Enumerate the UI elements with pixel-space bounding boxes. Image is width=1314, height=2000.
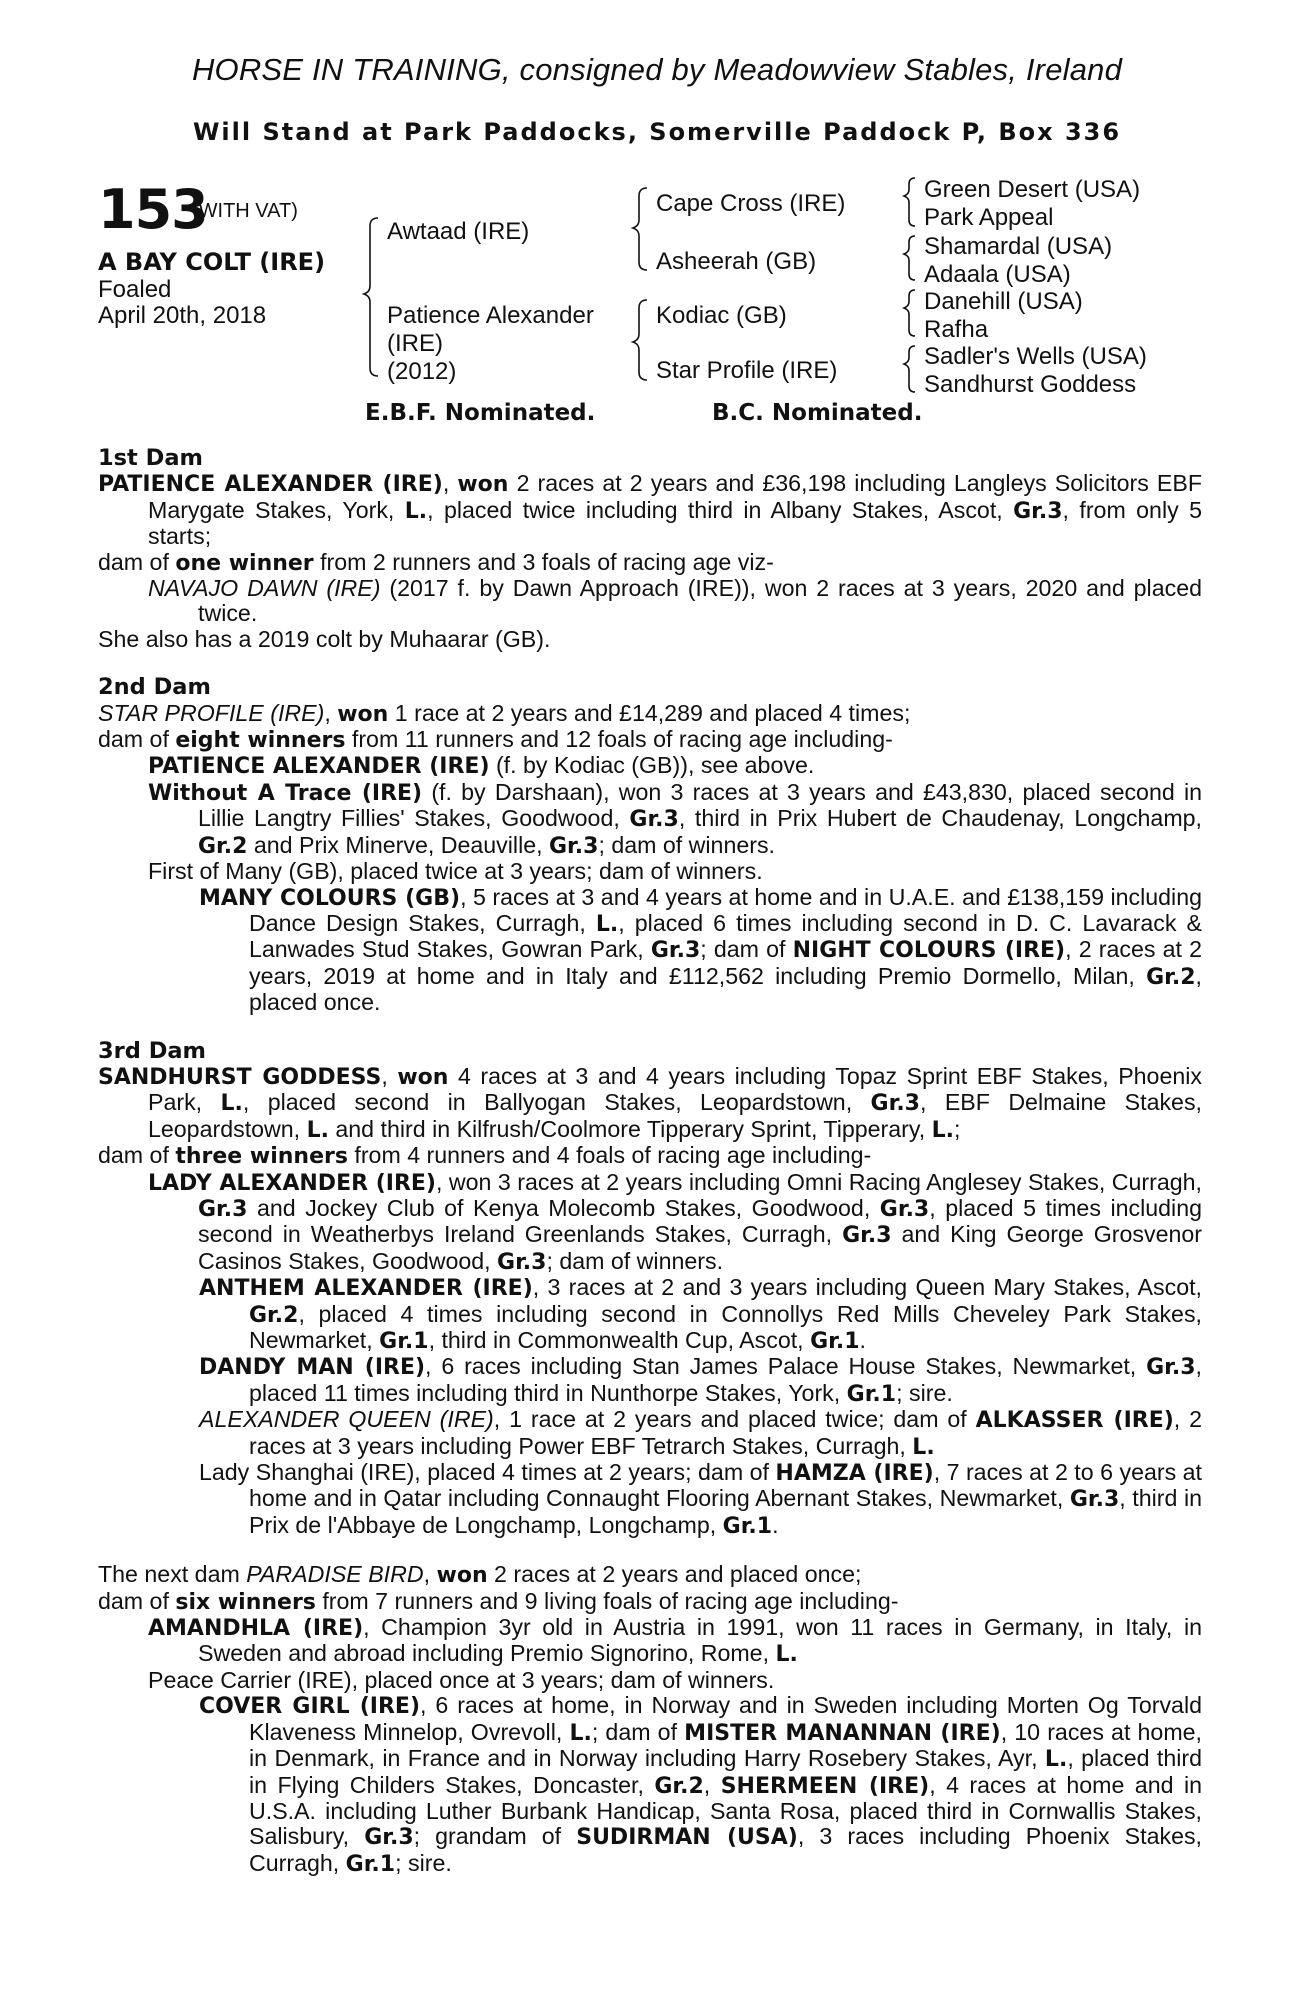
dam3-grandfoal-lady-shanghai: Lady Shanghai (IRE), placed 4 times at 2 years; dam of HAMZA (IRE), 7 races at 2 to 6 years at home and in Qatar including Connaught Flooring Abernant Stakes, Newmarket, Gr.3, third in Prix de l'Abbaye de Longchamp, Longchamp, Gr.1.: [199, 1459, 1202, 1539]
dam3-grandfoal-alexander-queen: ALEXANDER QUEEN (IRE), 1 race at 2 years and placed twice; dam of ALKASSER (IRE), 2 races at 3 years including Power EBF Tetrarch Stakes, Curragh, L.: [199, 1406, 1203, 1460]
gen3-ancestor: Sadler's Wells (USA): [924, 343, 1147, 370]
gen3-ancestor: Rafha: [924, 316, 989, 343]
next-dam-grandfoal-cover-girl: COVER GIRL (IRE), 6 races at home, in Norway and in Sweden including Morten Og Torvald Klaveness Minnelop, Ovrevoll, L.; dam of MISTER MANANNAN (IRE), 10 races at home, in Denmark, in France and in Norway including Harry Rosebery Stakes, Ayr, L., placed third in Flying Childers Stakes, Doncaster, Gr.2, SHERMEEN (IRE), 4 races at home and in U.S.A. including Luther Burbank Handicap, Santa Rosa, placed third in Cornwallis Stakes, Salisbury, Gr.3; grandam of SUDIRMAN (USA), 3 races including Phoenix Stakes, Curragh, Gr.1; sire.: [199, 1692, 1202, 1877]
gen3-ancestor: Park Appeal: [924, 204, 1054, 231]
dam1-foal-navajo-dawn: NAVAJO DAWN (IRE) (2017 f. by Dawn Approach (IRE)), won 2 races at 3 years, 2020 and placed twice.: [148, 575, 1202, 627]
dam2-record: STAR PROFILE (IRE), won 1 race at 2 years and £14,289 and placed 4 times;: [98, 699, 911, 727]
dam3-produce-summary: dam of three winners from 4 runners and 4 foals of racing age including-: [98, 1142, 872, 1170]
dam2-grandfoal-many-colours: MANY COLOURS (GB), 5 races at 3 and 4 years at home and in U.A.E. and £138,159 including Dance Design Stakes, Curragh, L., placed 6 times including second in D. C. Lavarack & Lanwades Stud Stakes, Gowran Park, Gr.3; dam of NIGHT COLOURS (IRE), 2 races at 2 years, 2019 at home and in Italy and £112,562 including Premio Dormello, Milan, Gr.2, placed once.: [199, 883, 1203, 1016]
bc-nominated: B.C. Nominated.: [712, 400, 923, 426]
vat-status: (WITH VAT): [192, 200, 298, 222]
sire-sire: Cape Cross (IRE): [656, 190, 846, 217]
dam1-record: PATIENCE ALEXANDER (IRE), won 2 races at 2 years and £36,198 including Langleys Solicitors EBF Marygate Stakes, York, L., placed twice including third in Albany Stakes, Ascot, Gr.3, from only 5 starts;: [98, 470, 1202, 550]
dam1-also-note: She also has a 2019 colt by Muhaarar (GB).: [98, 625, 551, 652]
foaled-date: April 20th, 2018: [98, 302, 267, 329]
gen3-bracket-4: [904, 346, 915, 392]
gen3-bracket-3: [904, 290, 915, 336]
section-heading-1st-dam: 1st Dam: [98, 445, 203, 471]
gen3-ancestor: Danehill (USA): [924, 288, 1083, 315]
sire-bracket: [633, 188, 647, 270]
dam-sire: Kodiac (GB): [656, 302, 787, 329]
next-dam-record: The next dam PARADISE BIRD, won 2 races at 2 years and placed once;: [98, 1561, 862, 1589]
foaled-label: Foaled: [98, 276, 172, 303]
dam3-grandfoal-dandy-man: DANDY MAN (IRE), 6 races including Stan James Palace House Stakes, Newmarket, Gr.3, placed 11 times including third in Nunthorpe Stakes, York, Gr.1; sire.: [199, 1353, 1202, 1407]
sire: Awtaad (IRE): [387, 218, 530, 245]
gen3-bracket-2: [904, 236, 915, 280]
dam2-foal-without-a-trace: Without A Trace (IRE) (f. by Darshaan), won 3 races at 3 years and £43,830, placed second in Lillie Langtry Fillies' Stakes, Goodwood, Gr.3, third in Prix Hubert de Chaudenay, Longchamp, Gr.2 and Prix Minerve, Deauville, Gr.3; dam of winners.: [148, 778, 1203, 859]
next-dam-produce-summary: dam of six winners from 7 runners and 9 living foals of racing age including-: [98, 1587, 899, 1615]
next-dam-foal-peace-carrier: Peace Carrier (IRE), placed once at 3 years; dam of winners.: [148, 1666, 775, 1693]
consignment-title: HORSE IN TRAINING, consigned by Meadowview Stables, Ireland: [191, 52, 1123, 87]
dam1-name: PATIENCE ALEXANDER (IRE): [98, 472, 443, 498]
section-heading-2nd-dam: 2nd Dam: [98, 674, 211, 701]
gen3-ancestor: Sandhurst Goddess: [924, 371, 1137, 398]
ebf-nominated: E.B.F. Nominated.: [365, 400, 596, 426]
stand-location: Will Stand at Park Paddocks, Somerville Paddock P, Box 336: [192, 118, 1122, 146]
dam3-foal-lady-alexander: LADY ALEXANDER (IRE), won 3 races at 2 years including Omni Racing Anglesey Stakes, Curragh, Gr.3 and Jockey Club of Kenya Molecomb Stakes, Goodwood, Gr.3, placed 5 times including second in Weatherbys Ireland Greenlands Stakes, Curragh, Gr.3 and King George Grosvenor Casinos Stakes, Goodwood, Gr.3; dam of winners.: [148, 1168, 1202, 1275]
dam3-grandfoal-anthem-alexander: ANTHEM ALEXANDER (IRE), 3 races at 2 and 3 years including Queen Mary Stakes, Ascot, Gr.2, placed 4 times including second in Connollys Red Mills Cheveley Park Stakes, Newmarket, Gr.1, third in Commonwealth Cup, Ascot, Gr.1.: [199, 1274, 1202, 1354]
dam-dam: Star Profile (IRE): [656, 357, 838, 384]
next-dam-foal-amandhla: AMANDHLA (IRE), Champion 3yr old in Austria in 1991, won 11 races in Germany, in Italy, in Sweden and abroad including Premio Signorino, Rome, L.: [148, 1614, 1203, 1668]
sire-dam-bracket: [364, 218, 378, 376]
sire-dam: Asheerah (GB): [656, 248, 817, 275]
dam2-foal-patience-alexander: PATIENCE ALEXANDER (IRE) (f. by Kodiac (GB)), see above.: [148, 752, 815, 780]
gen3-ancestor: Adaala (USA): [924, 261, 1071, 288]
lot-number: 153: [98, 178, 208, 241]
dam1-produce-summary: dam of one winner from 2 runners and 3 foals of racing age viz-: [98, 548, 774, 576]
dam2-produce-summary: dam of eight winners from 11 runners and 12 foals of racing age including-: [98, 726, 893, 754]
dam-country: (IRE): [387, 330, 443, 357]
dam-bracket: [633, 300, 647, 380]
gen3-ancestor: Shamardal (USA): [924, 233, 1113, 260]
dam-year: (2012): [387, 358, 457, 385]
section-gap: [98, 1539, 1202, 1562]
dam2-foal-first-of-many: First of Many (GB), placed twice at 3 years; dam of winners.: [148, 858, 763, 885]
horse-description: A BAY COLT (IRE): [98, 248, 326, 276]
dam3-record: SANDHURST GODDESS, won 4 races at 3 and 4 years including Topaz Sprint EBF Stakes, Phoenix Park, L., placed second in Ballyogan Stakes, Leopardstown, Gr.3, EBF Delmaine Stakes, Leopardstown, L. and third in Kilfrush/Coolmore Tipperary Sprint, Tipperary, L.;: [98, 1062, 1202, 1143]
gen3-bracket-1: [904, 178, 915, 226]
produce-record: [98, 446, 1202, 1877]
dam-name: Patience Alexander: [387, 302, 594, 329]
section-heading-3rd-dam: 3rd Dam: [98, 1037, 206, 1064]
gen3-ancestor: Green Desert (USA): [924, 176, 1141, 203]
